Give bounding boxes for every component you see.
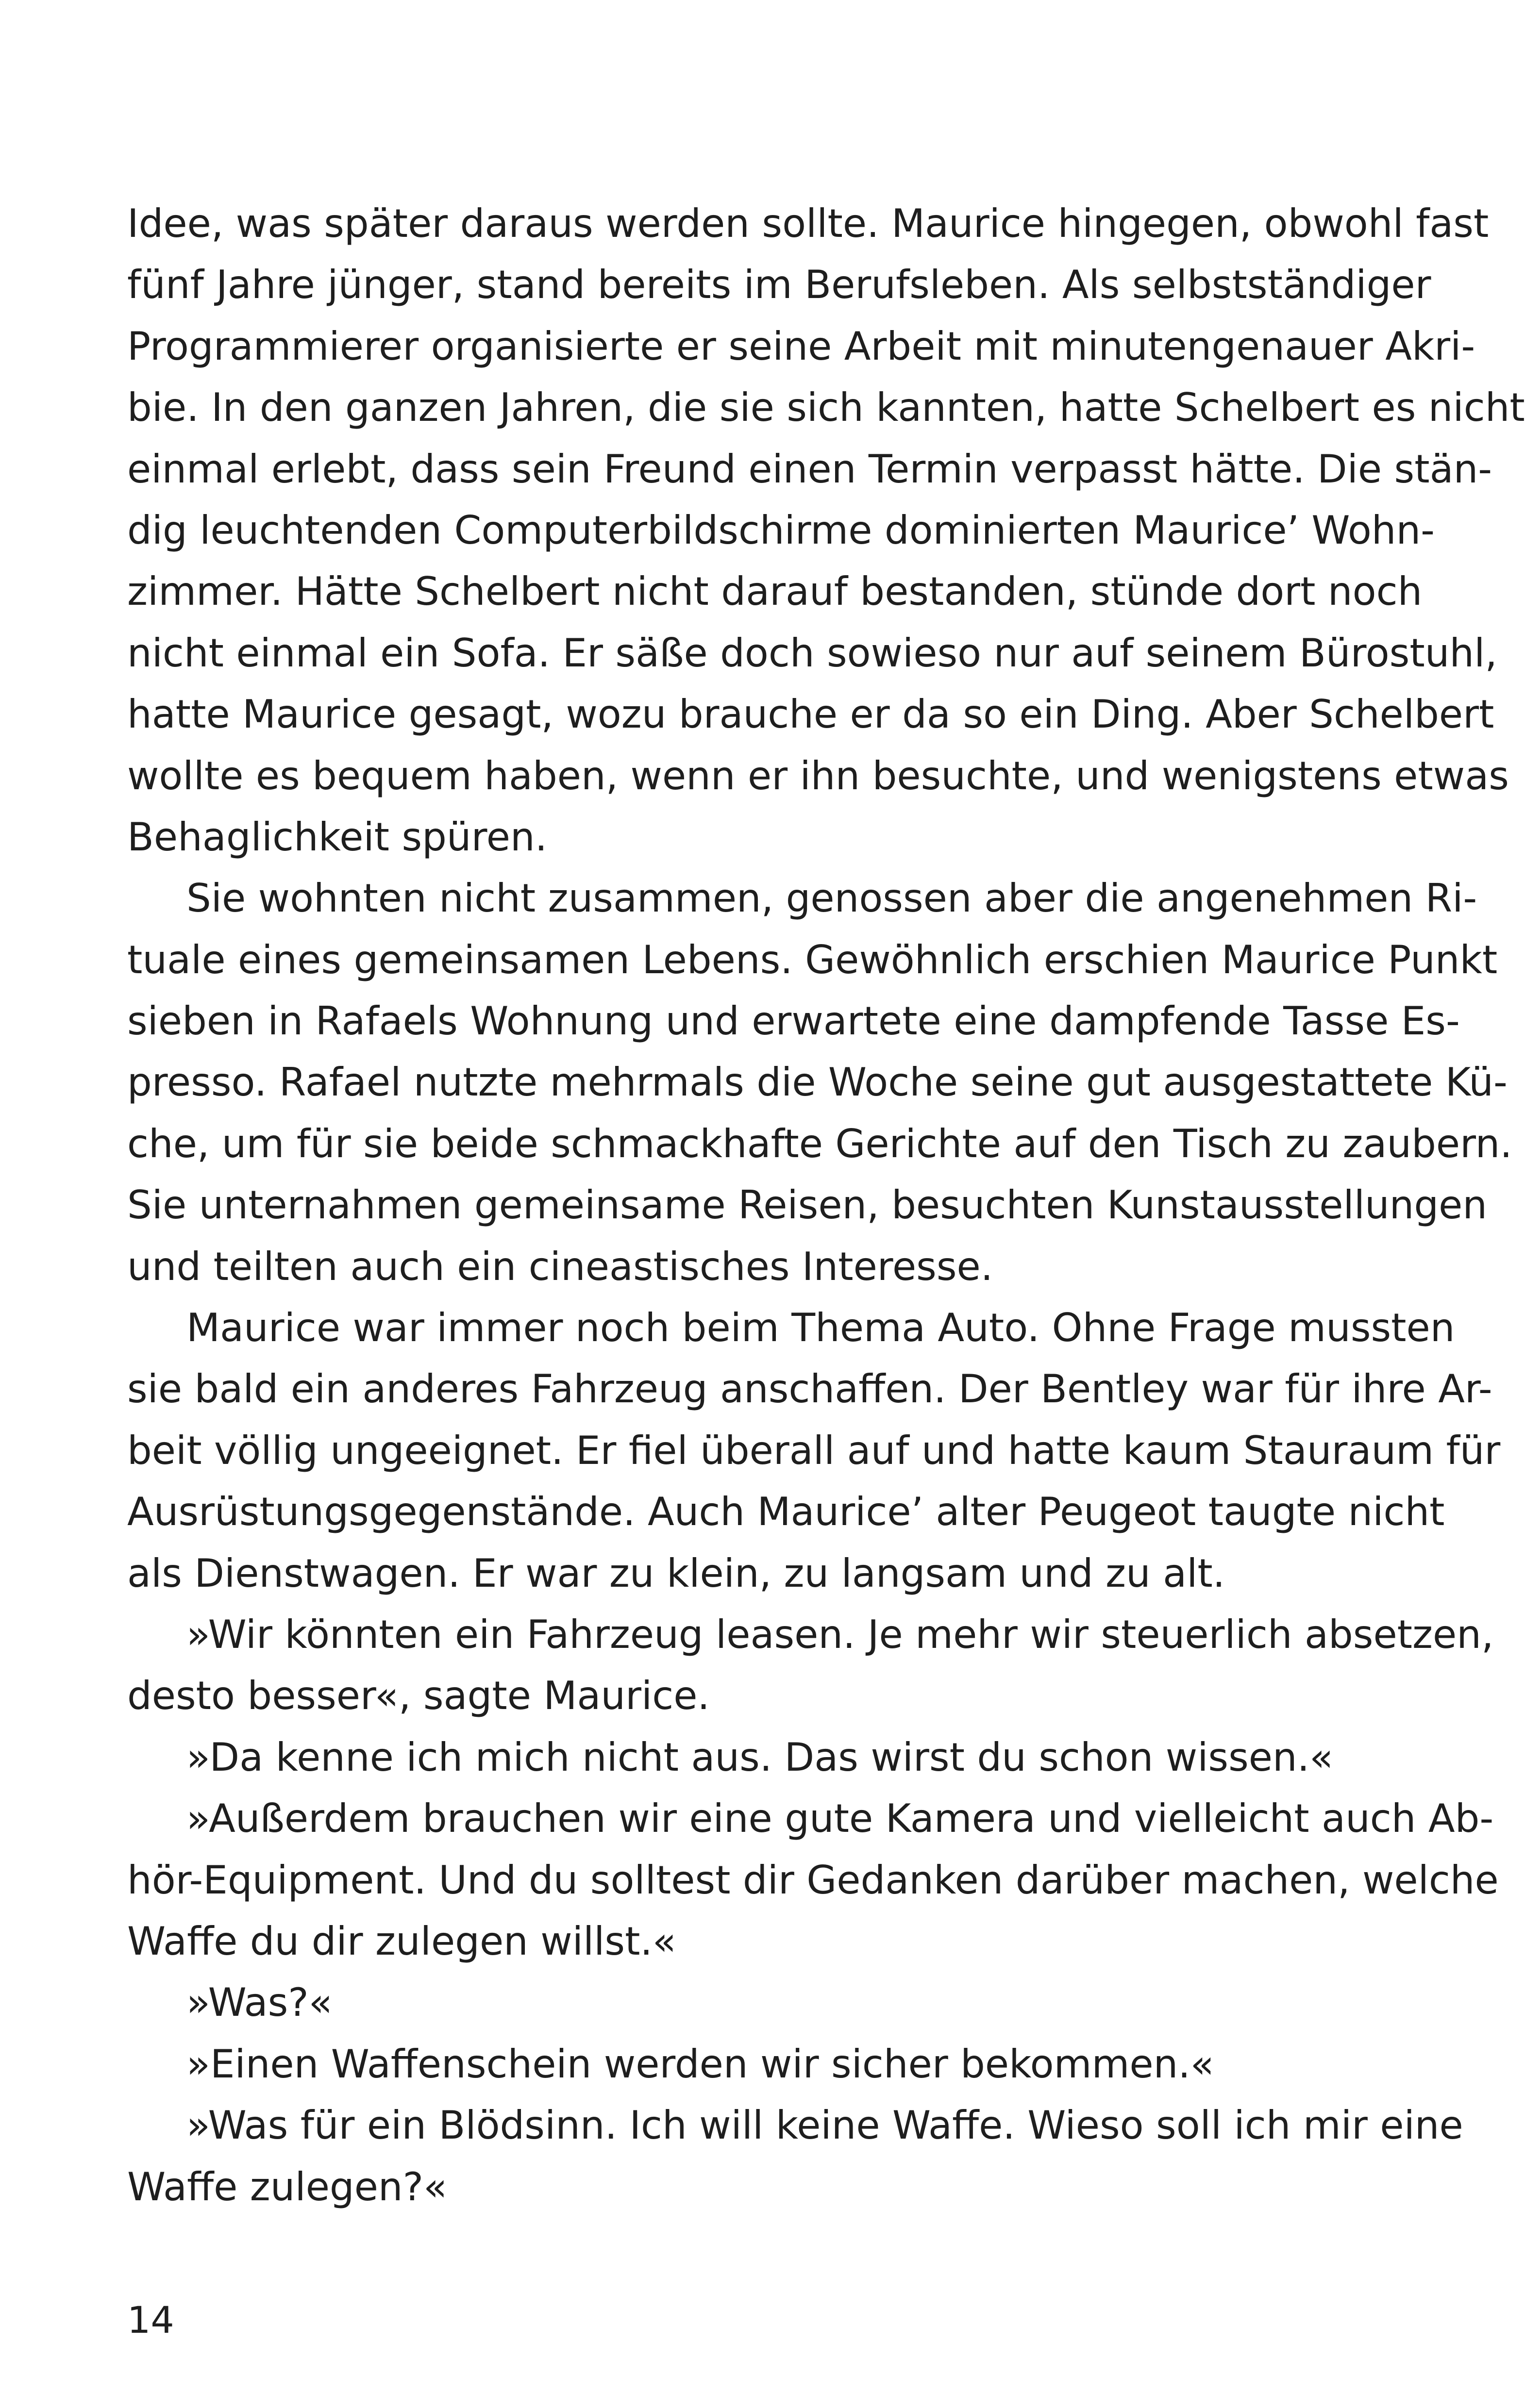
text-line: Sie unternahmen gemeinsame Reisen, besuchten Kunstausstellungen — [127, 1182, 1488, 1228]
text-line: sie bald ein anderes Fahrzeug anschaffen. Der Bentley war für ihre Ar- — [127, 1366, 1492, 1412]
text-line: Waffe du dir zulegen willst.« — [127, 1918, 676, 1964]
text-line: Behaglichkeit spüren. — [127, 814, 548, 860]
text-line: Programmierer organisierte er seine Arbeit mit minutengenauer Akri- — [127, 323, 1475, 369]
text-line: wollte es bequem haben, wenn er ihn besuchte, und wenigstens etwas — [127, 753, 1509, 798]
text-line: Ausrüstungsgegenstände. Auch Maurice’ alter Peugeot taugte nicht — [127, 1489, 1445, 1535]
text-line: »Da kenne ich mich nicht aus. Das wirst du schon wissen.« — [186, 1734, 1334, 1780]
text-line: »Einen Waffenschein werden wir sicher bekommen.« — [186, 2041, 1214, 2087]
text-line: dig leuchtenden Computerbildschirme dominierten Maurice’ Wohn- — [127, 507, 1435, 553]
text-line: nicht einmal ein Sofa. Er säße doch sowieso nur auf seinem Bürostuhl, — [127, 630, 1497, 676]
body-text — [127, 193, 1525, 2218]
text-line: »Was?« — [186, 1980, 333, 2026]
text-line: als Dienstwagen. Er war zu klein, zu langsam und zu alt. — [127, 1550, 1225, 1596]
text-line: tuale eines gemeinsamen Lebens. Gewöhnlich erschien Maurice Punkt — [127, 937, 1498, 982]
text-line: »Was für ein Blödsinn. Ich will keine Waffe. Wieso soll ich mir eine — [186, 2103, 1463, 2148]
text-line: che, um für sie beide schmackhafte Gerichte auf den Tisch zu zaubern. — [127, 1121, 1512, 1166]
text-line: presso. Rafael nutzte mehrmals die Woche seine gut ausgestattete Kü- — [127, 1060, 1508, 1105]
text-line: Maurice war immer noch beim Thema Auto. Ohne Frage mussten — [186, 1305, 1455, 1351]
text-line: hör-Equipment. Und du solltest dir Gedanken darüber machen, welche — [127, 1857, 1499, 1903]
page-number: 14 — [127, 2298, 174, 2342]
text-line: zimmer. Hätte Schelbert nicht darauf bestanden, stünde dort noch — [127, 569, 1423, 614]
text-line: Idee, was später daraus werden sollte. Maurice hingegen, obwohl fast — [127, 201, 1489, 246]
text-line: Sie wohnten nicht zusammen, genossen aber die angenehmen Ri- — [186, 876, 1477, 921]
text-line: desto besser«, sagte Maurice. — [127, 1673, 710, 1719]
text-line: hatte Maurice gesagt, wozu brauche er da so ein Ding. Aber Schelbert — [127, 692, 1494, 737]
text-line: fünf Jahre jünger, stand bereits im Berufsleben. Als selbstständiger — [127, 262, 1431, 308]
text-line: einmal erlebt, dass sein Freund einen Termin verpasst hätte. Die stän- — [127, 446, 1492, 492]
text-line: sieben in Rafaels Wohnung und erwartete eine dampfende Tasse Es- — [127, 998, 1460, 1044]
text-line: »Außerdem brauchen wir eine gute Kamera und vielleicht auch Ab- — [186, 1796, 1494, 1842]
text-line: beit völlig ungeeignet. Er fiel überall auf und hatte kaum Stauraum für — [127, 1428, 1501, 1473]
text-line: bie. In den ganzen Jahren, die sie sich kannten, hatte Schelbert es nicht — [127, 385, 1525, 431]
text-line: »Wir könnten ein Fahrzeug leasen. Je mehr wir steuerlich absetzen, — [186, 1611, 1494, 1657]
text-line: und teilten auch ein cineastisches Interesse. — [127, 1244, 993, 1289]
text-line: Waffe zulegen?« — [127, 2164, 448, 2209]
